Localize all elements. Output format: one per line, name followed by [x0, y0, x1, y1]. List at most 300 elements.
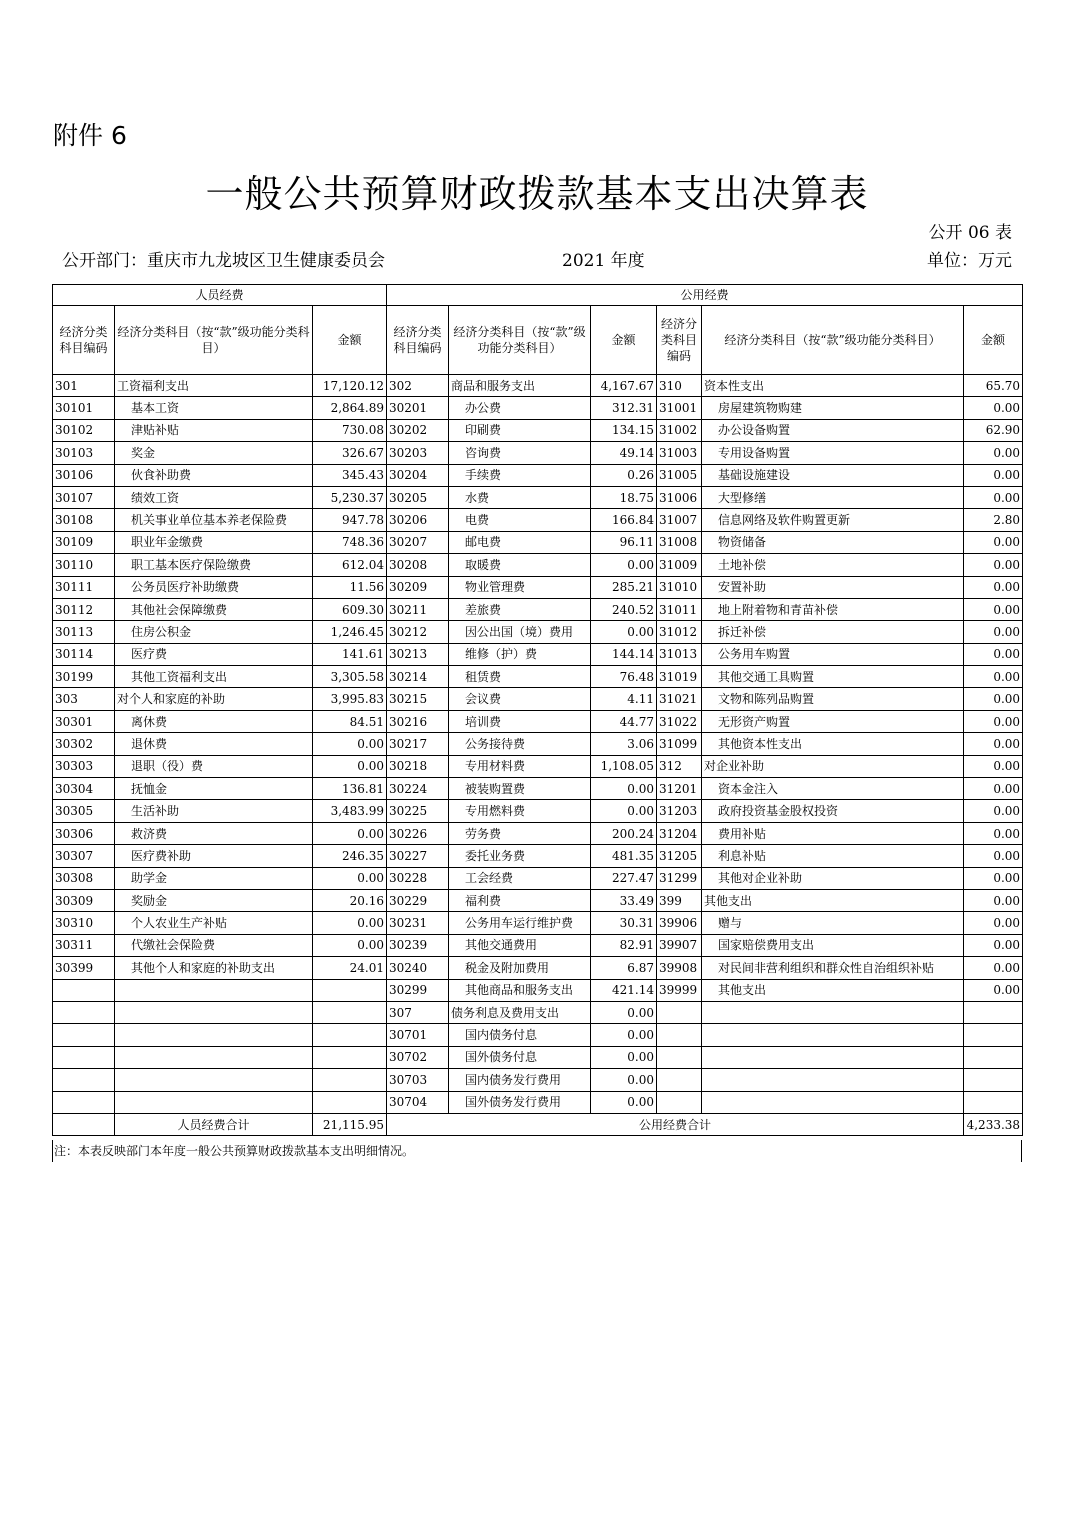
- table-row: [53, 755, 1023, 777]
- cell-code: 30311: [53, 934, 115, 956]
- table-row: [53, 733, 1023, 755]
- cell-code: 399: [657, 889, 702, 911]
- cell-name: 基础设施建设: [702, 464, 964, 486]
- table-row: [53, 1001, 1023, 1023]
- cell-name: 专用材料费: [449, 755, 591, 777]
- cell-amount: 144.14: [591, 643, 657, 665]
- table-row: [53, 375, 1023, 397]
- cell-name: 费用补贴: [702, 822, 964, 844]
- cell-name: 其他支出: [702, 889, 964, 911]
- expenditure-table: [52, 284, 1023, 1136]
- cell-amount: 65.70: [964, 375, 1023, 397]
- cell-code: 31005: [657, 464, 702, 486]
- table-row: [53, 979, 1023, 1001]
- cell-amount: 326.67: [313, 442, 387, 464]
- cell-code: 30213: [387, 643, 449, 665]
- cell-code: 30108: [53, 509, 115, 531]
- cell-name: 信息网络及软件购置更新: [702, 509, 964, 531]
- cell-amount: 0.00: [591, 1001, 657, 1023]
- section-public: 公用经费: [387, 285, 1023, 306]
- cell-code: 30227: [387, 845, 449, 867]
- cell-amount: 136.81: [313, 778, 387, 800]
- cell-name: 维修（护）费: [449, 643, 591, 665]
- cell-code: 30106: [53, 464, 115, 486]
- cell-name: 被装购置费: [449, 778, 591, 800]
- header-amount: 金额: [964, 306, 1023, 375]
- cell-name: [702, 1046, 964, 1068]
- cell-code: 30109: [53, 531, 115, 553]
- year-label: 2021 年度: [562, 251, 645, 271]
- cell-name: 其他商品和服务支出: [449, 979, 591, 1001]
- cell-code: 30308: [53, 867, 115, 889]
- cell-name: 其他对企业补助: [702, 867, 964, 889]
- cell-code: 30309: [53, 889, 115, 911]
- cell-code: 31009: [657, 554, 702, 576]
- cell-amount: 0.00: [964, 531, 1023, 553]
- cell-name: 国内债务付息: [449, 1024, 591, 1046]
- cell-name: 公务员医疗补助缴费: [115, 576, 313, 598]
- cell-name: 大型修缮: [702, 486, 964, 508]
- cell-name: [115, 1091, 313, 1113]
- cell-amount: 0.00: [964, 889, 1023, 911]
- cell-name: 赠与: [702, 912, 964, 934]
- form-number: 公开 06 表: [928, 223, 1012, 243]
- cell-name: 利息补贴: [702, 845, 964, 867]
- cell-code: 31204: [657, 822, 702, 844]
- cell-amount: 0.00: [591, 800, 657, 822]
- cell-code: 30206: [387, 509, 449, 531]
- cell-amount: 4.11: [591, 688, 657, 710]
- cell-code: 30299: [387, 979, 449, 1001]
- cell-amount: 0.00: [964, 867, 1023, 889]
- cell-name: 职工基本医疗保险缴费: [115, 554, 313, 576]
- cell-name: 取暖费: [449, 554, 591, 576]
- cell-amount: 0.00: [964, 733, 1023, 755]
- cell-name: 退职（役）费: [115, 755, 313, 777]
- cell-amount: 0.00: [964, 800, 1023, 822]
- cell-name: 代缴社会保险费: [115, 934, 313, 956]
- cell-code: 30205: [387, 486, 449, 508]
- cell-name: 工会经费: [449, 867, 591, 889]
- cell-amount: 0.00: [964, 576, 1023, 598]
- cell-amount: 0.00: [591, 621, 657, 643]
- table-row: [53, 576, 1023, 598]
- cell-amount: 3.06: [591, 733, 657, 755]
- cell-amount: 30.31: [591, 912, 657, 934]
- cell-amount: 3,483.99: [313, 800, 387, 822]
- cell-name: 劳务费: [449, 822, 591, 844]
- cell-name: 物业管理费: [449, 576, 591, 598]
- table-row: [53, 1091, 1023, 1113]
- cell-name: [115, 1069, 313, 1091]
- cell-amount: 0.00: [964, 822, 1023, 844]
- cell-amount: 0.00: [964, 464, 1023, 486]
- table-row: [53, 822, 1023, 844]
- cell-code: 30114: [53, 643, 115, 665]
- cell-code: 30112: [53, 598, 115, 620]
- cell-amount: 2.80: [964, 509, 1023, 531]
- cell-code: [657, 1091, 702, 1113]
- cell-name: [702, 1001, 964, 1023]
- cell-amount: 0.00: [964, 845, 1023, 867]
- note-right-border: [1021, 1140, 1022, 1162]
- cell-amount: [313, 979, 387, 1001]
- cell-amount: 0.00: [964, 710, 1023, 732]
- cell-code: 30703: [387, 1069, 449, 1091]
- cell-name: 拆迁补偿: [702, 621, 964, 643]
- cell-name: 办公费: [449, 397, 591, 419]
- cell-code: 30307: [53, 845, 115, 867]
- cell-code: 31002: [657, 419, 702, 441]
- cell-code: 31007: [657, 509, 702, 531]
- section-header-row: [53, 285, 1023, 306]
- cell-code: 30301: [53, 710, 115, 732]
- cell-code: [657, 1069, 702, 1091]
- cell-amount: 0.00: [964, 778, 1023, 800]
- cell-name: 电费: [449, 509, 591, 531]
- cell-amount: 18.75: [591, 486, 657, 508]
- cell-amount: 166.84: [591, 509, 657, 531]
- cell-code: 31003: [657, 442, 702, 464]
- cell-name: 商品和服务支出: [449, 375, 591, 397]
- cell-amount: 3,995.83: [313, 688, 387, 710]
- cell-amount: 0.00: [313, 912, 387, 934]
- cell-code: 30214: [387, 666, 449, 688]
- cell-amount: 0.00: [964, 979, 1023, 1001]
- cell-amount: 62.90: [964, 419, 1023, 441]
- cell-name: 其他交通费用: [449, 934, 591, 956]
- cell-amount: [313, 1001, 387, 1023]
- cell-amount: 0.00: [964, 598, 1023, 620]
- cell-name: 对个人和家庭的补助: [115, 688, 313, 710]
- cell-amount: [313, 1024, 387, 1046]
- cell-code: 30218: [387, 755, 449, 777]
- department-label: 公开部门：重庆市九龙坡区卫生健康委员会: [62, 251, 385, 271]
- header-code: 经济分类科目编码: [387, 306, 449, 375]
- cell-amount: 0.00: [313, 822, 387, 844]
- cell-code: 30303: [53, 755, 115, 777]
- cell-name: 职业年金缴费: [115, 531, 313, 553]
- cell-name: 对企业补助: [702, 755, 964, 777]
- cell-code: 31099: [657, 733, 702, 755]
- cell-amount: 17,120.12: [313, 375, 387, 397]
- cell-amount: 6.87: [591, 957, 657, 979]
- cell-code: 30240: [387, 957, 449, 979]
- cell-name: [115, 1001, 313, 1023]
- cell-code: 31008: [657, 531, 702, 553]
- header-amount: 金额: [313, 306, 387, 375]
- table-row: [53, 800, 1023, 822]
- cell-amount: 240.52: [591, 598, 657, 620]
- cell-amount: 0.00: [964, 397, 1023, 419]
- cell-code: 30201: [387, 397, 449, 419]
- table-row: [53, 934, 1023, 956]
- cell-code: [657, 1046, 702, 1068]
- cell-name: 退休费: [115, 733, 313, 755]
- cell-code: 30102: [53, 419, 115, 441]
- cell-name: 抚恤金: [115, 778, 313, 800]
- cell-code: 30113: [53, 621, 115, 643]
- cell-code: 30228: [387, 867, 449, 889]
- section-personnel: 人员经费: [53, 285, 387, 306]
- cell-code: [657, 1024, 702, 1046]
- cell-code: [53, 1069, 115, 1091]
- cell-amount: 0.00: [591, 778, 657, 800]
- cell-code: 30110: [53, 554, 115, 576]
- unit-label: 单位：万元: [927, 251, 1012, 271]
- cell-amount: 0.00: [591, 1091, 657, 1113]
- cell-code: 30203: [387, 442, 449, 464]
- cell-code: 30224: [387, 778, 449, 800]
- public-total-label: 公用经费合计: [387, 1113, 964, 1135]
- cell-amount: 82.91: [591, 934, 657, 956]
- cell-name: 资本性支出: [702, 375, 964, 397]
- table-row: [53, 778, 1023, 800]
- cell-name: 印刷费: [449, 419, 591, 441]
- cell-name: [115, 979, 313, 1001]
- cell-amount: [964, 1069, 1023, 1091]
- cell-name: 医疗费: [115, 643, 313, 665]
- cell-amount: 0.00: [313, 867, 387, 889]
- table-row: [53, 1024, 1023, 1046]
- table-row: [53, 710, 1023, 732]
- cell-name: 救济费: [115, 822, 313, 844]
- cell-code: 30701: [387, 1024, 449, 1046]
- cell-code: 31012: [657, 621, 702, 643]
- cell-code: 31203: [657, 800, 702, 822]
- cell-code: [53, 979, 115, 1001]
- cell-name: 公务用车购置: [702, 643, 964, 665]
- cell-amount: 49.14: [591, 442, 657, 464]
- cell-name: 个人农业生产补贴: [115, 912, 313, 934]
- cell-name: 对民间非营利组织和群众性自治组织补贴: [702, 957, 964, 979]
- cell-amount: [313, 1046, 387, 1068]
- cell-code: 30216: [387, 710, 449, 732]
- header-code: 经济分类科目编码: [657, 306, 702, 375]
- cell-amount: 141.61: [313, 643, 387, 665]
- cell-amount: 0.00: [964, 621, 1023, 643]
- table-row: [53, 621, 1023, 643]
- personnel-total-label: 人员经费合计: [115, 1113, 313, 1135]
- cell-name: 债务利息及费用支出: [449, 1001, 591, 1023]
- cell-amount: 227.47: [591, 867, 657, 889]
- table-row: [53, 1069, 1023, 1091]
- cell-name: 国家赔偿费用支出: [702, 934, 964, 956]
- cell-code: 30103: [53, 442, 115, 464]
- cell-name: 机关事业单位基本养老保险费: [115, 509, 313, 531]
- cell-name: 税金及附加费用: [449, 957, 591, 979]
- column-header-row: [53, 306, 1023, 375]
- cell-amount: 748.36: [313, 531, 387, 553]
- cell-amount: 0.00: [964, 643, 1023, 665]
- cell-name: 奖金: [115, 442, 313, 464]
- cell-code: 30302: [53, 733, 115, 755]
- cell-amount: 947.78: [313, 509, 387, 531]
- cell-code: 30229: [387, 889, 449, 911]
- cell-name: 专用燃料费: [449, 800, 591, 822]
- page-title: 一般公共预算财政拨款基本支出决算表: [205, 172, 869, 216]
- cell-amount: 0.00: [964, 934, 1023, 956]
- cell-amount: 0.00: [964, 666, 1023, 688]
- cell-code: 31299: [657, 867, 702, 889]
- cell-code: 30239: [387, 934, 449, 956]
- cell-code: 30225: [387, 800, 449, 822]
- cell-amount: 0.00: [591, 1024, 657, 1046]
- cell-code: 307: [387, 1001, 449, 1023]
- cell-code: 30217: [387, 733, 449, 755]
- cell-name: [115, 1046, 313, 1068]
- cell-code: [53, 1024, 115, 1046]
- cell-amount: 134.15: [591, 419, 657, 441]
- table-row: [53, 554, 1023, 576]
- cell-amount: [313, 1069, 387, 1091]
- cell-code: 30208: [387, 554, 449, 576]
- cell-amount: [964, 1001, 1023, 1023]
- cell-amount: 24.01: [313, 957, 387, 979]
- cell-code: 30107: [53, 486, 115, 508]
- cell-amount: 0.00: [591, 1046, 657, 1068]
- cell-code: 30204: [387, 464, 449, 486]
- cell-name: 医疗费补助: [115, 845, 313, 867]
- header-code: 经济分类科目编码: [53, 306, 115, 375]
- cell-code: 30207: [387, 531, 449, 553]
- table-row: [53, 643, 1023, 665]
- cell-code: 31006: [657, 486, 702, 508]
- table-row: [53, 464, 1023, 486]
- cell-name: 邮电费: [449, 531, 591, 553]
- cell-amount: 0.00: [964, 486, 1023, 508]
- header-name: 经济分类科目（按“款”级功能分类科目）: [449, 306, 591, 375]
- cell-code: 30310: [53, 912, 115, 934]
- cell-amount: 20.16: [313, 889, 387, 911]
- cell-name: [702, 1024, 964, 1046]
- footnote: 注：本表反映部门本年度一般公共预算财政拨款基本支出明细情况。: [54, 1144, 415, 1158]
- cell-name: 租赁费: [449, 666, 591, 688]
- cell-name: 公务接待费: [449, 733, 591, 755]
- cell-amount: 0.00: [313, 934, 387, 956]
- cell-amount: 0.00: [964, 688, 1023, 710]
- cell-name: 国外债务付息: [449, 1046, 591, 1068]
- table-row: [53, 845, 1023, 867]
- cell-name: 因公出国（境）费用: [449, 621, 591, 643]
- cell-code: 30226: [387, 822, 449, 844]
- cell-name: 助学金: [115, 867, 313, 889]
- cell-name: 专用设备购置: [702, 442, 964, 464]
- cell-name: 物资储备: [702, 531, 964, 553]
- header-name: 经济分类科目（按“款”级功能分类科目）: [702, 306, 964, 375]
- cell-code: 30305: [53, 800, 115, 822]
- cell-code: 31019: [657, 666, 702, 688]
- cell-code: 30231: [387, 912, 449, 934]
- cell-code: 301: [53, 375, 115, 397]
- cell-name: 住房公积金: [115, 621, 313, 643]
- cell-name: 津贴补贴: [115, 419, 313, 441]
- cell-amount: 285.21: [591, 576, 657, 598]
- cell-amount: 1,108.05: [591, 755, 657, 777]
- cell-name: [115, 1024, 313, 1046]
- cell-amount: 421.14: [591, 979, 657, 1001]
- cell-amount: 1,246.45: [313, 621, 387, 643]
- cell-amount: 11.56: [313, 576, 387, 598]
- cell-amount: 246.35: [313, 845, 387, 867]
- table-row: [53, 1046, 1023, 1068]
- table-row: [53, 688, 1023, 710]
- table-row: [53, 912, 1023, 934]
- totals-blank: [53, 1113, 115, 1135]
- cell-name: 差旅费: [449, 598, 591, 620]
- cell-code: 30211: [387, 598, 449, 620]
- cell-amount: 481.35: [591, 845, 657, 867]
- table-row: [53, 486, 1023, 508]
- cell-name: 培训费: [449, 710, 591, 732]
- table-row: [53, 957, 1023, 979]
- cell-code: 30306: [53, 822, 115, 844]
- cell-name: 国外债务发行费用: [449, 1091, 591, 1113]
- cell-name: 国内债务发行费用: [449, 1069, 591, 1091]
- cell-amount: [964, 1046, 1023, 1068]
- cell-amount: [313, 1091, 387, 1113]
- cell-name: 政府投资基金股权投资: [702, 800, 964, 822]
- cell-amount: 5,230.37: [313, 486, 387, 508]
- cell-code: 31021: [657, 688, 702, 710]
- cell-amount: 0.26: [591, 464, 657, 486]
- cell-name: 其他支出: [702, 979, 964, 1001]
- cell-amount: 0.00: [964, 442, 1023, 464]
- table-row: [53, 442, 1023, 464]
- cell-name: 离休费: [115, 710, 313, 732]
- personnel-total-value: 21,115.95: [313, 1113, 387, 1135]
- cell-code: 31205: [657, 845, 702, 867]
- cell-code: 31022: [657, 710, 702, 732]
- cell-code: [53, 1091, 115, 1113]
- cell-code: 39908: [657, 957, 702, 979]
- cell-amount: [964, 1091, 1023, 1113]
- cell-code: 30212: [387, 621, 449, 643]
- cell-code: 39999: [657, 979, 702, 1001]
- cell-amount: 0.00: [591, 554, 657, 576]
- cell-code: 30702: [387, 1046, 449, 1068]
- cell-amount: 84.51: [313, 710, 387, 732]
- table-row: [53, 531, 1023, 553]
- cell-code: 30399: [53, 957, 115, 979]
- cell-code: 30215: [387, 688, 449, 710]
- cell-name: 工资福利支出: [115, 375, 313, 397]
- cell-code: 30202: [387, 419, 449, 441]
- cell-amount: 0.00: [964, 554, 1023, 576]
- cell-amount: 0.00: [313, 755, 387, 777]
- header-name: 经济分类科目（按“款”级功能分类科目）: [115, 306, 313, 375]
- table-row: [53, 867, 1023, 889]
- cell-code: 30209: [387, 576, 449, 598]
- attachment-label: 附件 6: [53, 121, 127, 150]
- cell-name: 资本金注入: [702, 778, 964, 800]
- cell-code: 30199: [53, 666, 115, 688]
- table-row: [53, 598, 1023, 620]
- cell-code: 30111: [53, 576, 115, 598]
- cell-name: 手续费: [449, 464, 591, 486]
- table-row: [53, 666, 1023, 688]
- cell-code: 303: [53, 688, 115, 710]
- cell-name: 安置补助: [702, 576, 964, 598]
- cell-amount: 0.00: [591, 1069, 657, 1091]
- cell-amount: 0.00: [964, 912, 1023, 934]
- cell-amount: 76.48: [591, 666, 657, 688]
- cell-amount: 200.24: [591, 822, 657, 844]
- table-row: [53, 889, 1023, 911]
- cell-amount: 2,864.89: [313, 397, 387, 419]
- table-row: [53, 397, 1023, 419]
- cell-name: [702, 1091, 964, 1113]
